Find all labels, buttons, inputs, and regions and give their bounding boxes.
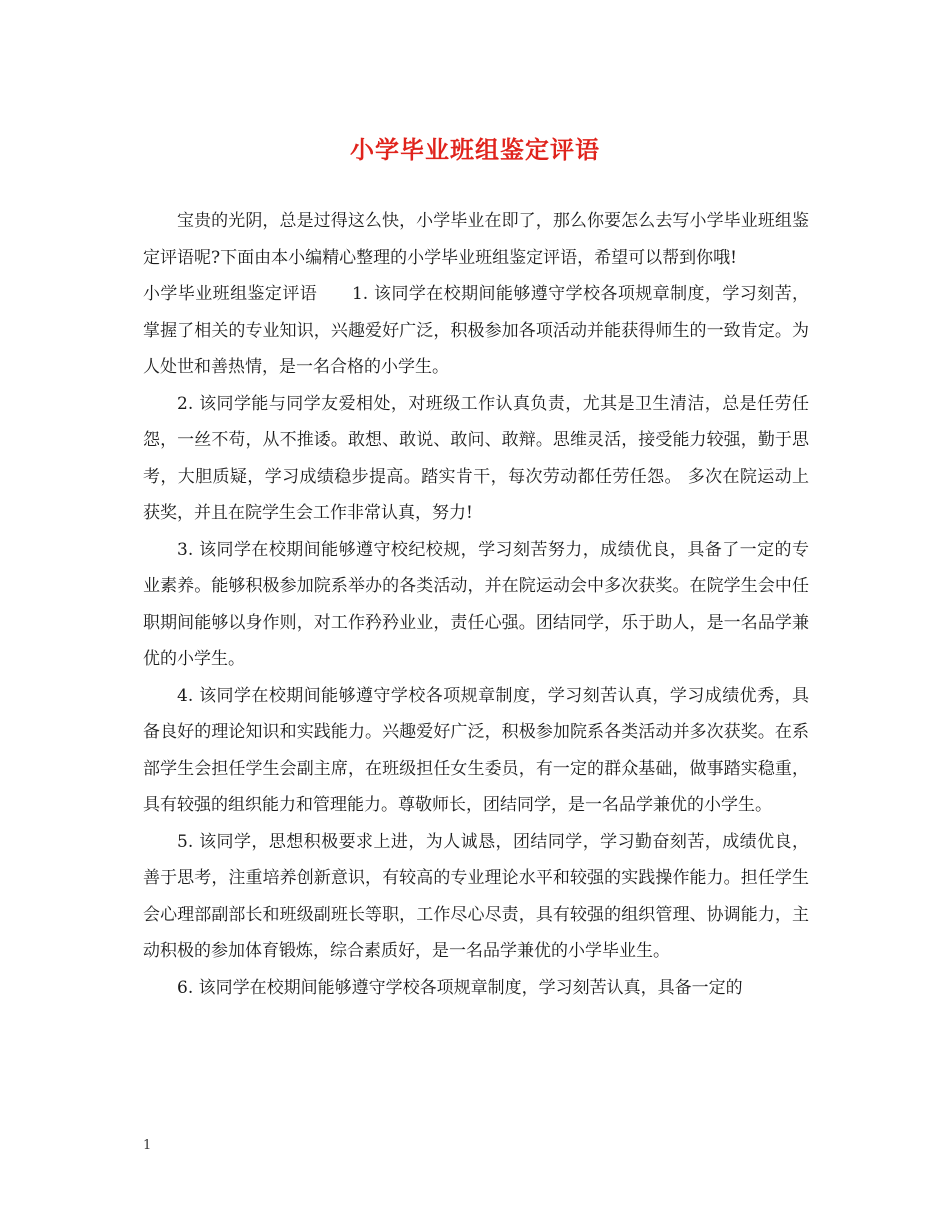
paragraph-4: 4. 该同学在校期间能够遵守学校各项规章制度，学习刻苦认真，学习成绩优秀，具备良好的理论知识和实践能力。兴趣爱好广泛，积极参加院系各类活动并多次获奖。在系部学生会担任学生会副主席，在班级担任女生委员，有一定的群众基础，做事踏实稳重，具有较强的组织能力和管理能力。尊敬师长，团结同学，是一名品学兼优的小学生。 — [143, 685, 809, 815]
document-title: 小学毕业班组鉴定评语 — [350, 135, 600, 164]
paragraph-6: 6. 该同学在校期间能够遵守学校各项规章制度，学习刻苦认真，具备一定的 — [177, 977, 743, 998]
paragraph-3: 3. 该同学在校期间能够遵守校纪校规，学习刻苦努力，成绩优良，具备了一定的专业素养。能够积极参加院系举办的各类活动，并在院运动会中多次获奖。在院学生会中任职期间能够以身作则，对工作矜矜业业，责任心强。团结同学，乐于助人，是一名品学兼优的小学生。 — [143, 539, 809, 669]
paragraph-5: 5. 该同学，思想积极要求上进，为人诚恳，团结同学，学习勤奋刻苦，成绩优良，善于思考，注重培养创新意识，有较高的专业理论水平和较强的实践操作能力。担任学生会心理部副部长和班级副班长等职，工作尽心尽责，具有较强的组织管理、协调能力，主动积极的参加体育锻炼，综合素质好，是一名品学兼优的小学毕业生。 — [143, 831, 809, 961]
document-body — [143, 203, 809, 1006]
page-number: 1 — [143, 1138, 152, 1153]
intro-paragraph: 宝贵的光阴，总是过得这么快，小学毕业在即了，那么你要怎么去写小学毕业班组鉴定评语呢?下面由本小编精心整理的小学毕业班组鉴定评语，希望可以帮到你哦! — [143, 211, 809, 268]
paragraph-2: 2. 该同学能与同学友爱相处，对班级工作认真负责，尤其是卫生清洁，总是任劳任怨，一丝不苟，从不推诿。敢想、敢说、敢问、敢辩。思维灵活，接受能力较强，勤于思考，大胆质疑，学习成绩稳步提高。踏实肯干，每次劳动都任劳任怨。 多次在院运动上获奖，并且在院学生会工作非常认真，努力! — [143, 393, 809, 523]
paragraph-1: 小学毕业班组鉴定评语 1. 该同学在校期间能够遵守学校各项规章制度，学习刻苦，掌握了相关的专业知识，兴趣爱好广泛，积极参加各项活动并能获得师生的一致肯定。为人处世和善热情，是一名合格的小学生。 — [143, 284, 809, 377]
